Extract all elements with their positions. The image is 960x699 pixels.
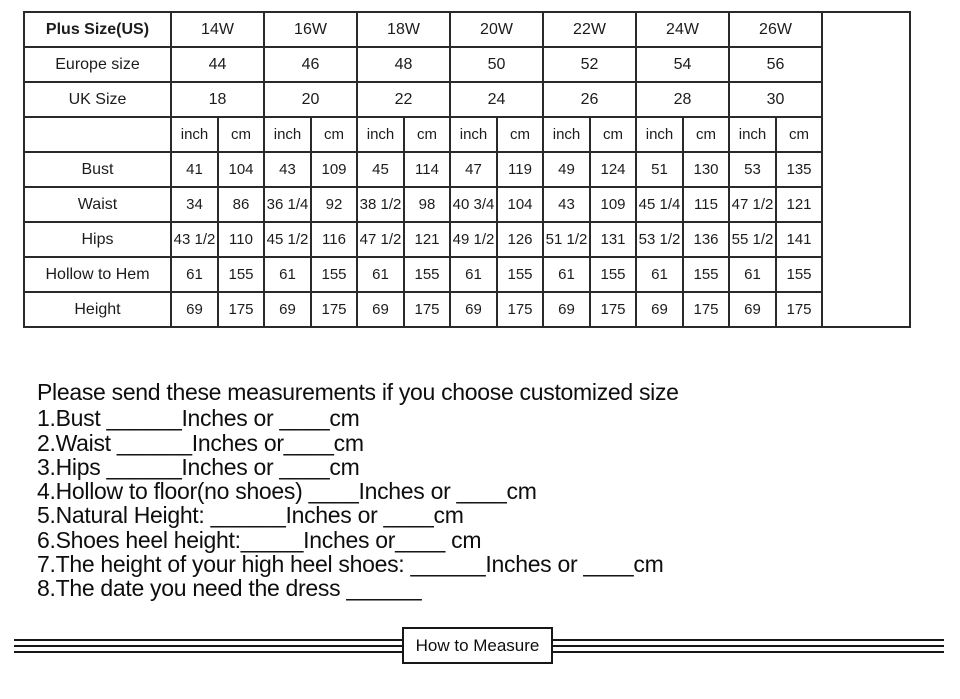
value-cell: 53 [729, 152, 776, 187]
value-cell: 69 [729, 292, 776, 327]
size-header-cell: 30 [729, 82, 822, 117]
value-cell: 34 [171, 187, 218, 222]
size-header-cell: 20W [450, 12, 543, 47]
value-cell: 175 [497, 292, 543, 327]
header-row-0 [24, 12, 910, 47]
value-cell: 38 1/2 [357, 187, 404, 222]
value-cell: 155 [590, 257, 636, 292]
value-cell: 69 [264, 292, 311, 327]
value-cell: 36 1/4 [264, 187, 311, 222]
row-label-cell: Europe size [24, 47, 171, 82]
unit-cell: cm [497, 117, 543, 152]
size-header-cell: 16W [264, 12, 357, 47]
size-header-cell: 18W [357, 12, 450, 47]
value-cell: 45 [357, 152, 404, 187]
size-header-cell: 46 [264, 47, 357, 82]
value-cell: 141 [776, 222, 822, 257]
value-cell: 114 [404, 152, 450, 187]
note-item-6: 6.Shoes heel height:_____Inches or____ cm [37, 526, 482, 553]
measurement-row-waist [24, 187, 910, 222]
value-cell: 45 1/2 [264, 222, 311, 257]
size-header-cell: 44 [171, 47, 264, 82]
note-title: Please send these measurements if you choose customized size [37, 379, 679, 405]
note-items [37, 406, 679, 600]
value-cell: 86 [218, 187, 264, 222]
size-header-cell: 22 [357, 82, 450, 117]
unit-cell: cm [683, 117, 729, 152]
size-header-cell: 22W [543, 12, 636, 47]
value-cell: 175 [404, 292, 450, 327]
value-cell: 115 [683, 187, 729, 222]
unit-cell: cm [218, 117, 264, 152]
how-to-measure-label: How to Measure [415, 635, 540, 655]
value-cell: 69 [171, 292, 218, 327]
value-cell: 61 [357, 257, 404, 292]
value-cell: 55 1/2 [729, 222, 776, 257]
custom-size-note [37, 380, 679, 601]
unit-cell: cm [311, 117, 357, 152]
value-cell: 69 [357, 292, 404, 327]
unit-cell: inch [357, 117, 404, 152]
empty-column-cell [822, 12, 910, 327]
value-cell: 49 1/2 [450, 222, 497, 257]
row-label-cell: Hips [24, 222, 171, 257]
value-cell: 69 [450, 292, 497, 327]
unit-cell: inch [264, 117, 311, 152]
value-cell: 130 [683, 152, 729, 187]
value-cell: 155 [497, 257, 543, 292]
header-row-2 [24, 82, 910, 117]
unit-row [24, 117, 910, 152]
value-cell: 61 [729, 257, 776, 292]
value-cell: 61 [450, 257, 497, 292]
value-cell: 43 [543, 187, 590, 222]
note-item-5: 5.Natural Height: ______Inches or ____cm [37, 502, 464, 529]
value-cell: 53 1/2 [636, 222, 683, 257]
size-chart-table [23, 11, 911, 328]
note-item-8: 8.The date you need the dress ______ [37, 575, 422, 602]
value-cell: 43 1/2 [171, 222, 218, 257]
value-cell: 51 [636, 152, 683, 187]
value-cell: 61 [636, 257, 683, 292]
value-cell: 135 [776, 152, 822, 187]
size-header-cell: 52 [543, 47, 636, 82]
value-cell: 121 [404, 222, 450, 257]
row-label-cell: UK Size [24, 82, 171, 117]
value-cell: 131 [590, 222, 636, 257]
size-header-cell: 56 [729, 47, 822, 82]
size-header-cell: 48 [357, 47, 450, 82]
size-header-cell: 24 [450, 82, 543, 117]
size-header-cell: 20 [264, 82, 357, 117]
value-cell: 61 [171, 257, 218, 292]
size-chart-table-body [24, 12, 910, 327]
unit-cell: inch [636, 117, 683, 152]
value-cell: 61 [543, 257, 590, 292]
value-cell: 98 [404, 187, 450, 222]
value-cell: 136 [683, 222, 729, 257]
value-cell: 121 [776, 187, 822, 222]
row-label-cell: Plus Size(US) [24, 12, 171, 47]
value-cell: 61 [264, 257, 311, 292]
value-cell: 69 [543, 292, 590, 327]
value-cell: 104 [497, 187, 543, 222]
value-cell: 155 [218, 257, 264, 292]
value-cell: 43 [264, 152, 311, 187]
value-cell: 104 [218, 152, 264, 187]
value-cell: 119 [497, 152, 543, 187]
size-header-cell: 26W [729, 12, 822, 47]
value-cell: 51 1/2 [543, 222, 590, 257]
value-cell: 124 [590, 152, 636, 187]
value-cell: 47 1/2 [729, 187, 776, 222]
measurement-row-bust [24, 152, 910, 187]
unit-cell: inch [450, 117, 497, 152]
note-item-1: 1.Bust ______Inches or ____cm [37, 405, 360, 432]
value-cell: 110 [218, 222, 264, 257]
header-row-1 [24, 47, 910, 82]
size-header-cell: 50 [450, 47, 543, 82]
value-cell: 126 [497, 222, 543, 257]
value-cell: 155 [404, 257, 450, 292]
value-cell: 175 [683, 292, 729, 327]
unit-cell: inch [171, 117, 218, 152]
value-cell: 69 [636, 292, 683, 327]
value-cell: 175 [776, 292, 822, 327]
note-item-4: 4.Hollow to floor(no shoes) ____Inches or ____cm [37, 478, 537, 505]
value-cell: 155 [776, 257, 822, 292]
size-header-cell: 28 [636, 82, 729, 117]
size-header-cell: 18 [171, 82, 264, 117]
size-header-cell: 54 [636, 47, 729, 82]
row-label-cell [24, 117, 171, 152]
value-cell: 155 [311, 257, 357, 292]
measurement-row-height [24, 292, 910, 327]
size-header-cell: 24W [636, 12, 729, 47]
row-label-cell: Bust [24, 152, 171, 187]
unit-cell: cm [776, 117, 822, 152]
value-cell: 41 [171, 152, 218, 187]
unit-cell: cm [590, 117, 636, 152]
value-cell: 47 [450, 152, 497, 187]
size-header-cell: 14W [171, 12, 264, 47]
value-cell: 116 [311, 222, 357, 257]
value-cell: 92 [311, 187, 357, 222]
measurement-row-hollow-to-hem [24, 257, 910, 292]
value-cell: 47 1/2 [357, 222, 404, 257]
note-item-2: 2.Waist ______Inches or____cm [37, 429, 364, 456]
note-item-7: 7.The height of your high heel shoes: ______Inches or ____cm [37, 551, 664, 578]
note-item-3: 3.Hips ______Inches or ____cm [37, 453, 360, 480]
value-cell: 175 [311, 292, 357, 327]
unit-cell: inch [729, 117, 776, 152]
row-label-cell: Height [24, 292, 171, 327]
value-cell: 49 [543, 152, 590, 187]
value-cell: 40 3/4 [450, 187, 497, 222]
value-cell: 175 [590, 292, 636, 327]
value-cell: 109 [311, 152, 357, 187]
row-label-cell: Hollow to Hem [24, 257, 171, 292]
value-cell: 155 [683, 257, 729, 292]
measurement-row-hips [24, 222, 910, 257]
unit-cell: inch [543, 117, 590, 152]
how-to-measure-divider [0, 626, 960, 668]
unit-cell: cm [404, 117, 450, 152]
how-to-measure-box [402, 627, 553, 664]
value-cell: 45 1/4 [636, 187, 683, 222]
size-header-cell: 26 [543, 82, 636, 117]
row-label-cell: Waist [24, 187, 171, 222]
value-cell: 109 [590, 187, 636, 222]
value-cell: 175 [218, 292, 264, 327]
